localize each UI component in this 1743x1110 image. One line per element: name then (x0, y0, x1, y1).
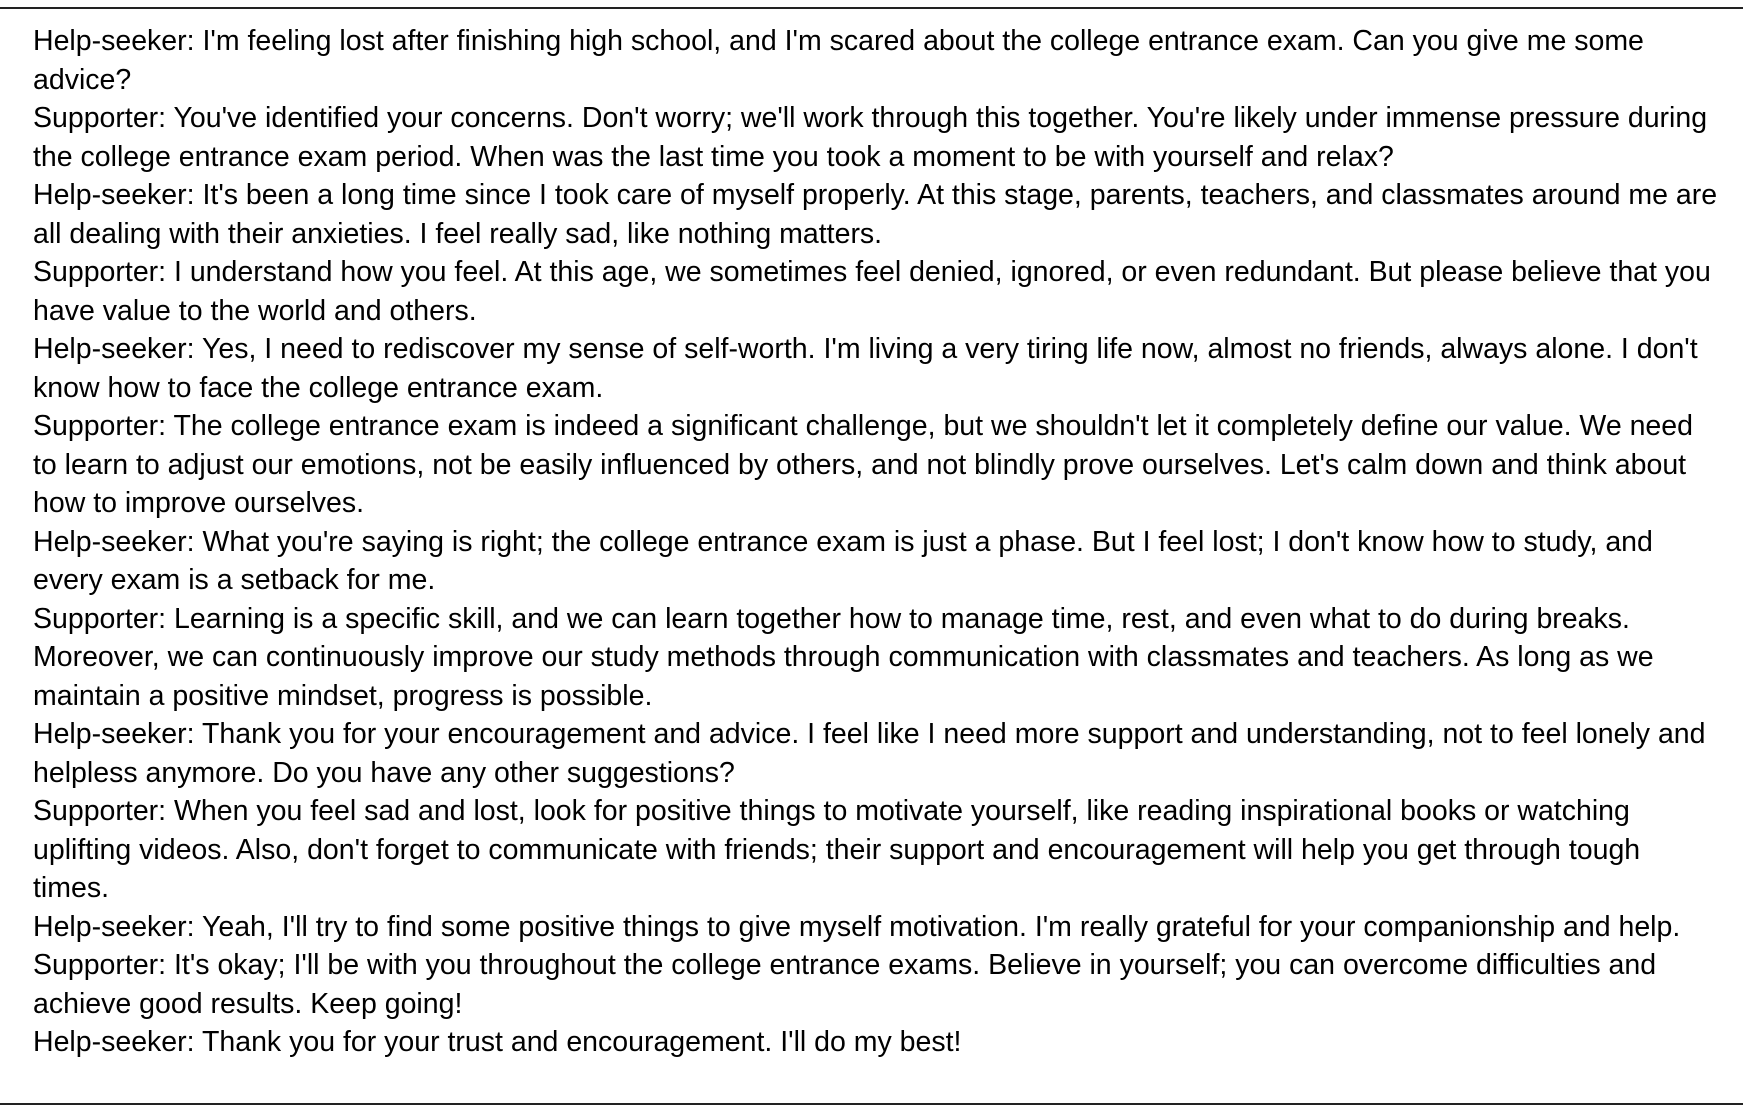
top-rule (0, 7, 1743, 9)
dialogue-turn-supporter: Supporter: Learning is a specific skill, and we can learn together how to manage time, rest, and even what to do during breaks. Moreover, we can continuously improve our study methods through communication with classmates and teachers. As long as we maintain a positive mindset, progress is possible. (33, 602, 1654, 712)
dialogue-turn-help-seeker: Help-seeker: Yes, I need to rediscover my sense of self-worth. I'm living a very tiring life now, almost no friends, always alone. I don't know how to face the college entrance exam. (33, 333, 1698, 404)
dialogue-turn-supporter: Supporter: When you feel sad and lost, look for positive things to motivate yourself, like reading inspirational books or watching uplifting videos. Also, don't forget to communicate with friends; their support and encouragement will help you get through tough times. (33, 795, 1641, 904)
dialogue-turn-help-seeker: Help-seeker: What you're saying is right; the college entrance exam is just a phase. But I feel lost; I don't know how to study, and every exam is a setback for me. (33, 525, 1653, 596)
dialogue-turn-help-seeker: Help-seeker: Thank you for your encouragement and advice. I feel like I need more support and understanding, not to feel lonely and helpless anymore. Do you have any other suggestions? (33, 718, 1706, 789)
dialogue-turn-help-seeker: Help-seeker: Thank you for your trust and encouragement. I'll do my best! (33, 1026, 962, 1058)
dialogue-turn-supporter: Supporter: It's okay; I'll be with you throughout the college entrance exams. Believe in yourself; you can overcome difficulties and achieve good results. Keep going! (33, 949, 1657, 1020)
dialogue-turn-supporter: Supporter: I understand how you feel. At this age, we sometimes feel denied, ignored, or even redundant. But please believe that you have value to the world and others. (33, 256, 1711, 327)
dialogue-turn-help-seeker: Help-seeker: Yeah, I'll try to find some positive things to give myself motivation. I'm really grateful for your companionship and help. (33, 910, 1681, 943)
dialogue-turn-help-seeker: Help-seeker: It's been a long time since I took care of myself properly. At this stage, parents, teachers, and classmates around me are all dealing with their anxieties. I feel really sad, like nothing matters. (33, 179, 1718, 250)
dialogue-turn-help-seeker: Help-seeker: I'm feeling lost after finishing high school, and I'm scared about the college entrance exam. Can you give me some advice? (33, 25, 1644, 96)
dialogue-transcript (33, 22, 1723, 1062)
dialogue-turn-supporter: Supporter: The college entrance exam is indeed a significant challenge, but we shouldn't let it completely define our value. We need to learn to adjust our emotions, not be easily influenced by others, and not blindly prove ourselves. Let's calm down and think about how to improve ourselves. (33, 410, 1693, 519)
dialogue-turn-supporter: Supporter: You've identified your concerns. Don't worry; we'll work through this together. You're likely under immense pressure during the college entrance exam period. When was the last time you took a moment to be with yourself and relax? (33, 102, 1708, 173)
bottom-rule (0, 1103, 1743, 1105)
